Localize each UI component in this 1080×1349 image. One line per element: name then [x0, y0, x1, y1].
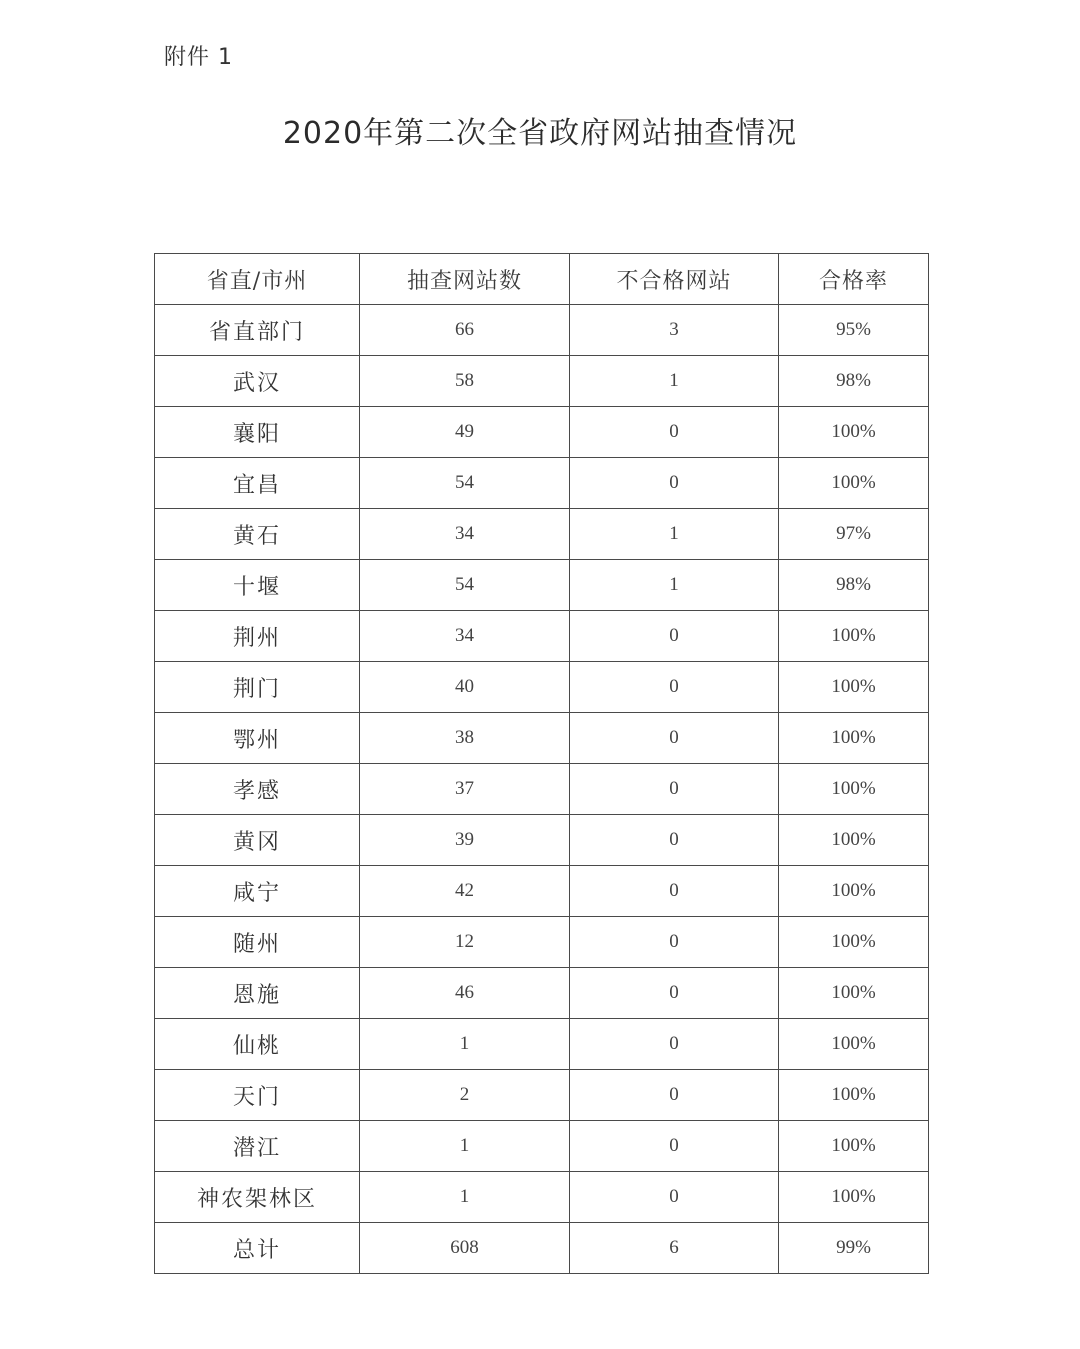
cell-sites-checked: 1: [360, 1121, 570, 1172]
cell-sites-checked: 46: [360, 968, 570, 1019]
cell-region: 荆门: [155, 662, 360, 713]
cell-pass-rate: 100%: [779, 917, 929, 968]
table-row: [155, 815, 929, 866]
cell-failed-sites: 6: [570, 1223, 779, 1274]
cell-pass-rate: 100%: [779, 458, 929, 509]
cell-failed-sites: 0: [570, 866, 779, 917]
table-row: [155, 407, 929, 458]
table-row: [155, 509, 929, 560]
cell-region: 恩施: [155, 968, 360, 1019]
cell-sites-checked: 40: [360, 662, 570, 713]
cell-region: 神农架林区: [155, 1172, 360, 1223]
cell-pass-rate: 100%: [779, 1121, 929, 1172]
table-row: [155, 662, 929, 713]
cell-region: 鄂州: [155, 713, 360, 764]
table-row: [155, 968, 929, 1019]
cell-failed-sites: 0: [570, 815, 779, 866]
cell-failed-sites: 0: [570, 917, 779, 968]
cell-pass-rate: 100%: [779, 407, 929, 458]
cell-region: 黄石: [155, 509, 360, 560]
cell-region: 仙桃: [155, 1019, 360, 1070]
cell-sites-checked: 37: [360, 764, 570, 815]
cell-pass-rate: 98%: [779, 560, 929, 611]
table-row: [155, 458, 929, 509]
table-total-row: [155, 1223, 929, 1274]
header-region: 省直/市州: [155, 254, 360, 305]
table-row: [155, 917, 929, 968]
cell-region: 咸宁: [155, 866, 360, 917]
cell-pass-rate: 100%: [779, 713, 929, 764]
cell-region: 潜江: [155, 1121, 360, 1172]
cell-sites-checked: 2: [360, 1070, 570, 1121]
cell-pass-rate: 100%: [779, 1172, 929, 1223]
cell-failed-sites: 0: [570, 1172, 779, 1223]
cell-sites-checked: 54: [360, 458, 570, 509]
cell-region: 省直部门: [155, 305, 360, 356]
cell-pass-rate: 100%: [779, 764, 929, 815]
cell-pass-rate: 100%: [779, 968, 929, 1019]
cell-failed-sites: 3: [570, 305, 779, 356]
cell-region: 十堰: [155, 560, 360, 611]
cell-sites-checked: 608: [360, 1223, 570, 1274]
cell-sites-checked: 54: [360, 560, 570, 611]
cell-failed-sites: 1: [570, 509, 779, 560]
cell-failed-sites: 0: [570, 968, 779, 1019]
cell-pass-rate: 100%: [779, 1070, 929, 1121]
table-row: [155, 713, 929, 764]
cell-sites-checked: 66: [360, 305, 570, 356]
cell-region: 天门: [155, 1070, 360, 1121]
table-row: [155, 1019, 929, 1070]
cell-pass-rate: 100%: [779, 662, 929, 713]
cell-failed-sites: 0: [570, 611, 779, 662]
cell-failed-sites: 0: [570, 662, 779, 713]
cell-region: 总计: [155, 1223, 360, 1274]
cell-region: 武汉: [155, 356, 360, 407]
cell-pass-rate: 100%: [779, 866, 929, 917]
cell-failed-sites: 0: [570, 1019, 779, 1070]
cell-region: 襄阳: [155, 407, 360, 458]
cell-sites-checked: 34: [360, 611, 570, 662]
cell-failed-sites: 0: [570, 458, 779, 509]
cell-sites-checked: 42: [360, 866, 570, 917]
cell-pass-rate: 99%: [779, 1223, 929, 1274]
table-row: [155, 611, 929, 662]
table-row: [155, 560, 929, 611]
cell-failed-sites: 0: [570, 1121, 779, 1172]
cell-pass-rate: 100%: [779, 815, 929, 866]
cell-pass-rate: 100%: [779, 611, 929, 662]
table-row: [155, 866, 929, 917]
inspection-table: [154, 253, 929, 1274]
table-header-row: [155, 254, 929, 305]
cell-region: 随州: [155, 917, 360, 968]
page-title: 2020年第二次全省政府网站抽查情况: [282, 116, 798, 151]
cell-sites-checked: 49: [360, 407, 570, 458]
cell-sites-checked: 1: [360, 1019, 570, 1070]
cell-pass-rate: 100%: [779, 1019, 929, 1070]
cell-failed-sites: 0: [570, 1070, 779, 1121]
cell-sites-checked: 34: [360, 509, 570, 560]
table-row: [155, 356, 929, 407]
cell-sites-checked: 1: [360, 1172, 570, 1223]
cell-failed-sites: 1: [570, 560, 779, 611]
cell-region: 孝感: [155, 764, 360, 815]
cell-sites-checked: 58: [360, 356, 570, 407]
cell-failed-sites: 0: [570, 713, 779, 764]
header-sites-checked: 抽查网站数: [360, 254, 570, 305]
table-row: [155, 1121, 929, 1172]
table-row: [155, 1070, 929, 1121]
cell-region: 宜昌: [155, 458, 360, 509]
header-pass-rate: 合格率: [779, 254, 929, 305]
cell-sites-checked: 38: [360, 713, 570, 764]
cell-failed-sites: 0: [570, 407, 779, 458]
cell-region: 荆州: [155, 611, 360, 662]
header-failed-sites: 不合格网站: [570, 254, 779, 305]
cell-pass-rate: 97%: [779, 509, 929, 560]
table-row: [155, 305, 929, 356]
attachment-label: 附件 1: [164, 45, 233, 70]
cell-pass-rate: 95%: [779, 305, 929, 356]
cell-region: 黄冈: [155, 815, 360, 866]
cell-pass-rate: 98%: [779, 356, 929, 407]
cell-failed-sites: 0: [570, 764, 779, 815]
table-row: [155, 1172, 929, 1223]
cell-sites-checked: 39: [360, 815, 570, 866]
cell-sites-checked: 12: [360, 917, 570, 968]
table-row: [155, 764, 929, 815]
cell-failed-sites: 1: [570, 356, 779, 407]
